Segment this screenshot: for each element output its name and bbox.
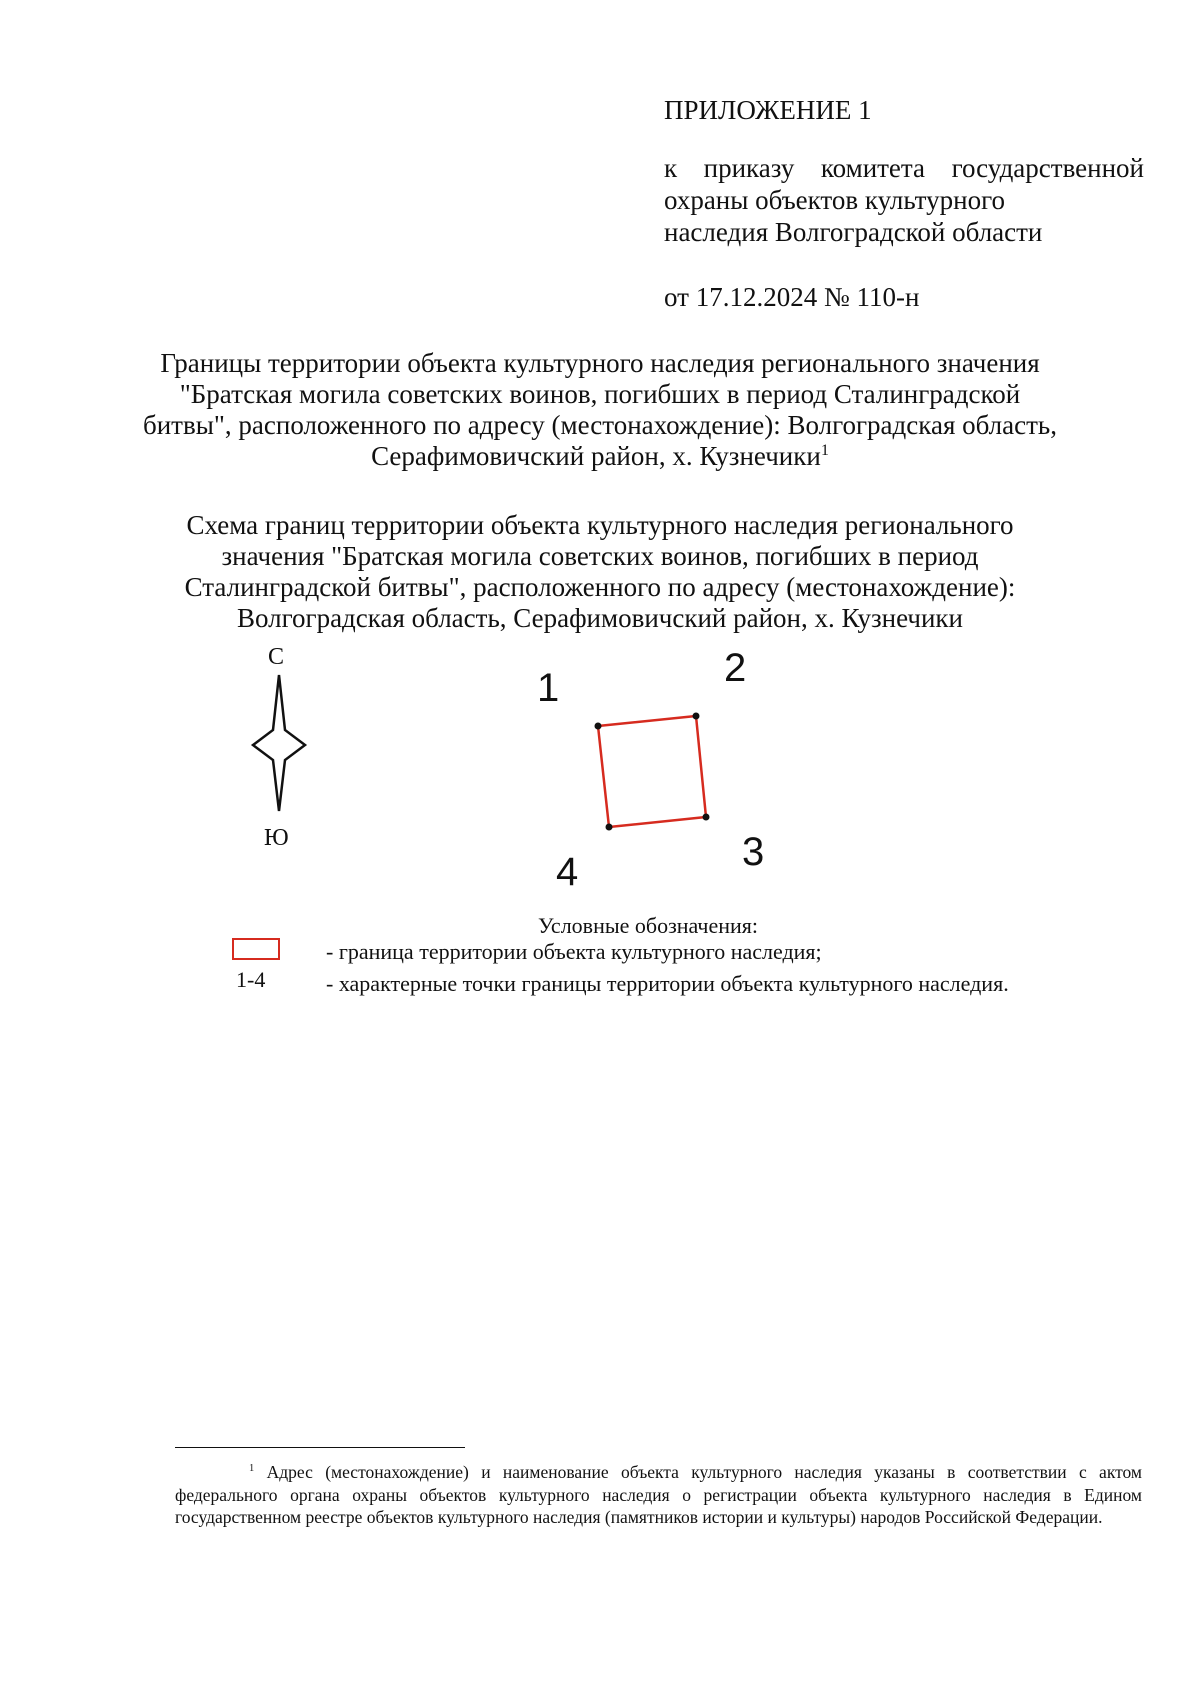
scheme-title-line: Сталинградской битвы", расположенного по адресу (местонахождение):	[184, 572, 1016, 602]
boundary-polygon	[598, 716, 706, 827]
legend-item-points: - характерные точки границы территории объекта культурного наследия.	[326, 971, 1009, 996]
order-reference-line2: охраны объектов культурного	[664, 185, 1005, 215]
order-reference-line1: к приказу комитета государственной	[664, 153, 1144, 183]
compass-icon	[250, 672, 308, 814]
compass-north-label: С	[268, 644, 285, 670]
compass-south-label: Ю	[264, 825, 289, 851]
order-reference-line3: наследия Волгоградской области	[664, 217, 1043, 247]
legend-points-symbol: 1-4	[236, 967, 266, 992]
footnote-reference: 1	[820, 441, 829, 459]
title-line	[120, 441, 1080, 472]
order-date-number: от 17.12.2024 № 110-н	[664, 282, 920, 312]
point-label-3: 3	[742, 830, 765, 874]
legend-boundary-swatch	[232, 938, 280, 960]
scheme-title-line: Схема границ территории объекта культурного наследия регионального	[186, 510, 1014, 540]
title-line: битвы", расположенного по адресу (местонахождение): Волгоградская область,	[143, 410, 1057, 440]
boundary-point-marker	[703, 814, 710, 821]
appendix-title: ПРИЛОЖЕНИЕ 1	[664, 95, 872, 125]
title-line: Границы территории объекта культурного наследия регионального значения	[160, 348, 1040, 378]
footnote	[175, 1461, 1142, 1529]
document-title	[120, 348, 1080, 472]
boundary-point-marker	[595, 723, 602, 730]
title-line-text: Серафимовичский район, х. Кузнечики	[371, 441, 821, 471]
footnote-text: Адрес (местонахождение) и наименование объекта культурного наследия указаны в соответствии с актом федерального органа охраны объектов культурного наследия о регистрации объекта культурного наследия в Едином государственном реестре объектов культурного наследия (памятников истории и культуры) народов Российской Федерации.	[175, 1462, 1143, 1527]
footnote-divider	[175, 1447, 465, 1448]
footnote-mark: 1	[249, 1463, 255, 1475]
point-label-4: 4	[556, 850, 579, 894]
legend-title: Условные обозначения:	[538, 913, 759, 938]
boundary-point-marker	[606, 824, 613, 831]
legend-item-boundary: - граница территории объекта культурного наследия;	[326, 939, 822, 964]
boundary-point-marker	[693, 713, 700, 720]
scheme-title-line: Волгоградская область, Серафимовичский район, х. Кузнечики	[236, 603, 964, 633]
point-label-2: 2	[724, 646, 747, 690]
scheme-title	[140, 510, 1060, 634]
title-line: "Братская могила советских воинов, погибших в период Сталинградской	[179, 379, 1021, 409]
scheme-title-line: значения "Братская могила советских воинов, погибших в период	[221, 541, 979, 571]
point-label-1: 1	[537, 666, 560, 710]
